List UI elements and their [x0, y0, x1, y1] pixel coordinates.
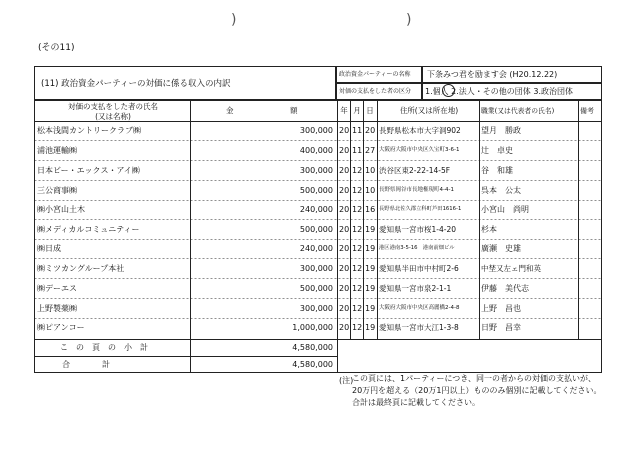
payer-category-label: 対価の支払をした者の区分 — [336, 83, 422, 100]
row-address: 大阪府大阪市中央区高麗橋2-4-8 — [379, 305, 460, 311]
row-address: 長野県松本市大字洞902 — [379, 126, 461, 135]
total-label: 合 計 — [62, 360, 110, 369]
row-amount: 1,000,000 — [292, 323, 333, 332]
subtotal-value: 4,580,000 — [292, 343, 333, 352]
row-occupation: 伊藤 美代志 — [481, 284, 529, 293]
row-day: 19 — [365, 244, 376, 253]
row-occupation: 小宮山 尚明 — [481, 205, 529, 214]
row-address: 愛知県一宮市大江1-3-8 — [379, 323, 459, 332]
page-label: (その11) — [38, 43, 75, 53]
row-payer: 上野製薬㈱ — [37, 304, 77, 313]
row-occupation: 杉本 — [481, 225, 497, 234]
row-month: 12 — [352, 284, 363, 293]
row-month: 11 — [352, 126, 363, 135]
row-year: 20 — [339, 244, 350, 253]
row-year: 20 — [339, 205, 350, 214]
header-payer: 対価の支払をした者の氏名 (又は名称) — [68, 102, 158, 121]
row-month: 12 — [352, 166, 363, 175]
row-year: 20 — [339, 323, 350, 332]
row-day: 19 — [365, 284, 376, 293]
row-month: 12 — [352, 304, 363, 313]
row-year: 20 — [339, 264, 350, 273]
row-amount: 240,000 — [299, 205, 333, 214]
row-address: 愛知県一宮市泉2-1-1 — [379, 284, 452, 293]
row-year: 20 — [339, 186, 350, 195]
row-amount: 500,000 — [299, 225, 333, 234]
row-payer: 三公商事㈱ — [37, 186, 77, 195]
row-month: 11 — [352, 146, 363, 155]
row-month: 12 — [352, 264, 363, 273]
row-payer: 浦池運輸㈱ — [37, 146, 77, 155]
punch-hole-mark-right: ) — [406, 12, 412, 28]
row-occupation: 日野 昌幸 — [481, 323, 521, 332]
party-name-label: 政治資金パーティーの名称 — [336, 66, 422, 83]
row-address: 愛知県半田市中村町2-6 — [379, 264, 459, 273]
row-day: 10 — [365, 186, 376, 195]
row-occupation: 辻 卓史 — [481, 146, 513, 155]
row-amount: 500,000 — [299, 284, 333, 293]
subtotal-label: こ の 頁 の 小 計 — [60, 343, 148, 352]
row-amount: 500,000 — [299, 186, 333, 195]
header-year: 年 — [340, 106, 348, 115]
row-occupation: 呉本 公太 — [481, 186, 521, 195]
row-payer: ㈱小宮山土木 — [37, 205, 85, 214]
header-month: 月 — [353, 106, 361, 115]
row-year: 20 — [339, 225, 350, 234]
row-address: 長野県北佐久郡立科町芦田1616-1 — [379, 206, 462, 212]
row-amount: 300,000 — [299, 304, 333, 313]
row-payer: 日本ビー・エックス・アイ㈱ — [37, 166, 140, 175]
row-month: 12 — [352, 186, 363, 195]
row-amount: 400,000 — [299, 146, 333, 155]
row-year: 20 — [339, 126, 350, 135]
header-occupation: 職業(又は代表者の氏名) — [481, 107, 555, 115]
row-occupation: 上野 昌也 — [481, 304, 521, 313]
row-payer: ㈱ピアンコー — [37, 323, 85, 332]
header-day: 日 — [366, 106, 374, 115]
row-year: 20 — [339, 146, 350, 155]
row-month: 12 — [352, 225, 363, 234]
row-month: 12 — [352, 323, 363, 332]
row-occupation: 谷 和雄 — [481, 166, 513, 175]
row-day: 16 — [365, 205, 376, 214]
row-occupation: 中埜又左ェ門和英 — [481, 264, 541, 273]
row-address: 愛知県一宮市桜1-4-20 — [379, 225, 456, 234]
row-address: 大阪府大阪市中央区久宝町3-6-1 — [379, 147, 460, 153]
row-day: 19 — [365, 225, 376, 234]
note-marker: (注) — [339, 376, 354, 385]
row-occupation: 廣瀬 史雄 — [481, 244, 521, 253]
payer-category-values: 1.個人 2.法人・その他の団体 3.政治団体 — [422, 83, 602, 100]
row-payer: ㈱日成 — [37, 244, 61, 253]
row-amount: 300,000 — [299, 166, 333, 175]
row-payer: 松本浅間カントリークラブ㈱ — [37, 126, 141, 135]
section-title: (11) 政治資金パーティーの対価に係る収入の内訳 — [34, 66, 336, 100]
row-day: 10 — [365, 166, 376, 175]
row-amount: 300,000 — [299, 264, 333, 273]
row-payer: ㈱ミツカングループ本社 — [37, 264, 125, 273]
row-year: 20 — [339, 304, 350, 313]
header-amount-2: 額 — [290, 106, 298, 115]
row-day: 19 — [365, 264, 376, 273]
row-month: 12 — [352, 205, 363, 214]
row-month: 12 — [352, 244, 363, 253]
row-day: 20 — [365, 126, 376, 135]
row-year: 20 — [339, 166, 350, 175]
header-amount-1: 金 — [226, 106, 234, 115]
row-payer: ㈱デーエス — [37, 284, 77, 293]
party-name-value: 下条みつ君を励ます会 (H20.12.22) — [422, 66, 602, 83]
row-address: 長野県岡谷市長地権現町4-4-1 — [379, 187, 454, 193]
row-occupation: 望月 勝政 — [481, 126, 521, 135]
row-payer: ㈱メディカルコミュニティー — [37, 225, 140, 234]
row-address: 渋谷区東2-22-14-5F — [379, 166, 451, 175]
row-amount: 300,000 — [299, 126, 333, 135]
row-year: 20 — [339, 284, 350, 293]
punch-hole-mark-left: ) — [231, 12, 237, 28]
total-value: 4,580,000 — [292, 360, 333, 369]
row-amount: 240,000 — [299, 244, 333, 253]
header-remarks: 備考 — [580, 107, 594, 115]
header-address: 住所(又は所在地) — [399, 106, 459, 115]
note-text: この頁には、1パーティーにつき、同一の者からの対価の支払いが、20万円を超える（20万1円以上）もののみ個別に記載してください。合計は最終頁に記載してください。 — [352, 374, 602, 407]
row-day: 19 — [365, 304, 376, 313]
row-address: 港区港南3-5-16 港南前畑ビル — [379, 245, 455, 251]
row-day: 19 — [365, 323, 376, 332]
row-day: 27 — [365, 146, 376, 155]
